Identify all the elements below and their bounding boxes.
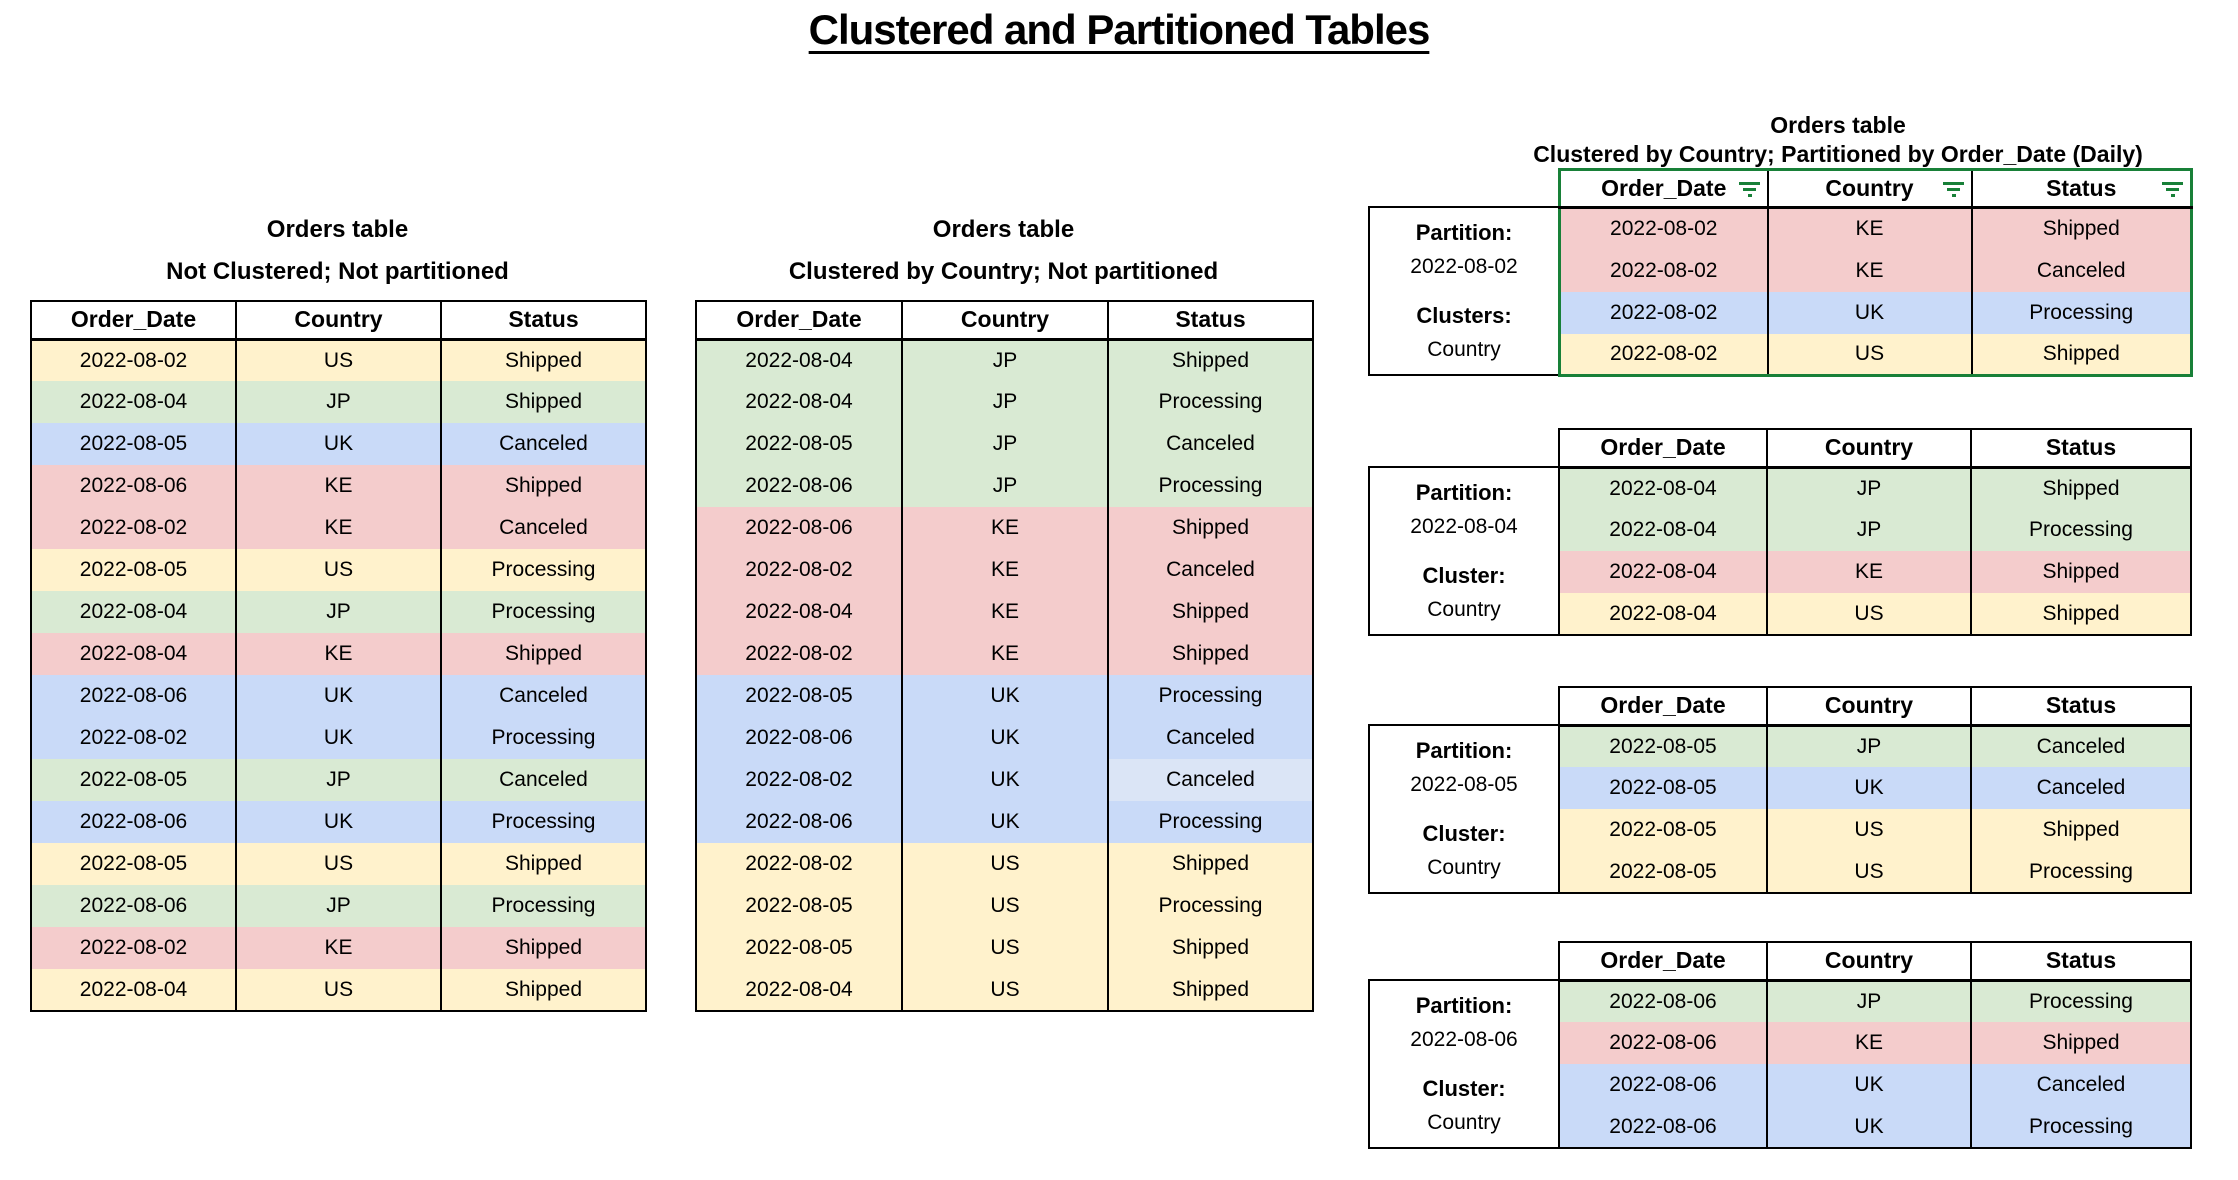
column-header-status: Status (1972, 170, 2192, 208)
cell-status: Shipped (441, 381, 646, 423)
column-header-order-date: Order_Date (31, 301, 236, 339)
column-header-order-date: Order_Date (1559, 429, 1767, 467)
cell-date: 2022-08-06 (696, 801, 902, 843)
cell-status: Processing (441, 591, 646, 633)
cell-date: 2022-08-06 (696, 717, 902, 759)
filter-icon[interactable] (1942, 180, 1966, 198)
cell-status: Shipped (1971, 551, 2191, 593)
cell-country: JP (236, 591, 441, 633)
cell-country: UK (236, 801, 441, 843)
partition-label-box-4 (1368, 979, 1558, 1149)
middle-orders-table (695, 300, 1314, 1012)
cell-country: KE (236, 465, 441, 507)
table-row (696, 927, 1313, 969)
column-header-country: Country (236, 301, 441, 339)
cell-date: 2022-08-02 (1560, 292, 1768, 334)
cell-status: Shipped (1108, 507, 1313, 549)
table-row (1559, 767, 2191, 809)
cell-country: UK (1768, 292, 1972, 334)
cell-status: Shipped (441, 339, 646, 381)
right-section-subtitle: Clustered by Country; Partitioned by Order_Date (Daily) (1533, 141, 2143, 167)
cell-country: UK (902, 759, 1108, 801)
cell-country: KE (236, 633, 441, 675)
cell-date: 2022-08-04 (1559, 467, 1767, 509)
column-header-order-date: Order_Date (696, 301, 902, 339)
table-row (696, 339, 1313, 381)
cell-status: Processing (1971, 1106, 2191, 1148)
cell-status: Shipped (1971, 593, 2191, 635)
table-row (1559, 551, 2191, 593)
column-header-country: Country (1767, 942, 1971, 980)
cell-country: UK (1767, 1064, 1971, 1106)
cell-status: Canceled (1971, 725, 2191, 767)
cell-country: JP (1767, 725, 1971, 767)
column-header-status: Status (1971, 687, 2191, 725)
column-header-country: Country (1768, 170, 1972, 208)
cell-status: Processing (441, 717, 646, 759)
cluster-value: Country (1427, 856, 1501, 879)
table-row (696, 885, 1313, 927)
cell-country: UK (236, 423, 441, 465)
cluster-value: Country (1427, 1111, 1501, 1134)
cell-status: Canceled (1108, 423, 1313, 465)
cell-status: Shipped (1971, 809, 2191, 851)
cell-country: KE (902, 549, 1108, 591)
column-header-country: Country (1767, 687, 1971, 725)
cell-status: Shipped (1971, 1022, 2191, 1064)
cell-status: Canceled (1108, 717, 1313, 759)
cell-status: Canceled (441, 507, 646, 549)
table-row (1559, 1022, 2191, 1064)
table-row (31, 969, 646, 1011)
partition-table-3 (1558, 686, 2192, 894)
filter-icon[interactable] (2161, 180, 2185, 198)
table-row (696, 465, 1313, 507)
cell-status: Canceled (441, 423, 646, 465)
cluster-label: Cluster: (1422, 563, 1506, 588)
table-row (696, 717, 1313, 759)
cell-date: 2022-08-05 (31, 549, 236, 591)
cluster-info (1372, 299, 1556, 366)
cell-date: 2022-08-06 (696, 465, 902, 507)
cell-date: 2022-08-06 (31, 885, 236, 927)
cluster-value: Country (1427, 338, 1501, 361)
cluster-label: Clusters: (1416, 303, 1512, 328)
cell-status: Shipped (1108, 633, 1313, 675)
table-row (1559, 1106, 2191, 1148)
cell-date: 2022-08-04 (31, 381, 236, 423)
cluster-value: Country (1427, 598, 1501, 621)
cell-date: 2022-08-05 (31, 843, 236, 885)
cell-date: 2022-08-05 (696, 423, 902, 465)
filter-icon[interactable] (1738, 180, 1762, 198)
cell-date: 2022-08-05 (696, 675, 902, 717)
cell-country: US (902, 885, 1108, 927)
table-row (31, 591, 646, 633)
cell-status: Shipped (1972, 208, 2192, 250)
cell-status: Processing (1972, 292, 2192, 334)
table-row (1560, 292, 2192, 334)
cell-country: KE (902, 591, 1108, 633)
table-row (1559, 980, 2191, 1022)
cell-date: 2022-08-05 (696, 885, 902, 927)
cell-country: US (902, 969, 1108, 1011)
cluster-label: Cluster: (1422, 821, 1506, 846)
cell-country: US (236, 549, 441, 591)
table-row (31, 381, 646, 423)
cell-date: 2022-08-04 (31, 591, 236, 633)
table-row (1559, 1064, 2191, 1106)
cell-status: Shipped (441, 843, 646, 885)
cell-date: 2022-08-04 (696, 339, 902, 381)
cell-country: JP (236, 381, 441, 423)
table-row (696, 969, 1313, 1011)
partition-table-4 (1558, 941, 2192, 1149)
partition-info (1372, 734, 1556, 801)
cell-status: Canceled (441, 675, 646, 717)
cell-date: 2022-08-05 (31, 423, 236, 465)
table-row (696, 633, 1313, 675)
cell-date: 2022-08-05 (31, 759, 236, 801)
table-row (31, 465, 646, 507)
left-table-title: Orders table (266, 216, 409, 243)
table-row (31, 339, 646, 381)
cell-date: 2022-08-02 (696, 843, 902, 885)
header-row (1559, 429, 2191, 467)
cell-status: Processing (441, 801, 646, 843)
table-row (31, 675, 646, 717)
middle-table-subtitle: Clustered by Country; Not partitioned (788, 258, 1219, 285)
cell-status: Processing (1108, 801, 1313, 843)
cell-date: 2022-08-04 (1559, 593, 1767, 635)
table-row (31, 927, 646, 969)
cell-status: Shipped (1108, 339, 1313, 381)
table-row (31, 843, 646, 885)
cell-date: 2022-08-02 (1560, 208, 1768, 250)
table-row (31, 507, 646, 549)
cell-date: 2022-08-02 (31, 717, 236, 759)
cell-country: JP (1767, 980, 1971, 1022)
cell-status: Processing (1108, 381, 1313, 423)
cell-date: 2022-08-05 (1559, 725, 1767, 767)
cell-country: US (1768, 334, 1972, 376)
cell-date: 2022-08-02 (696, 549, 902, 591)
partition-value: 2022-08-05 (1410, 773, 1518, 796)
cell-date: 2022-08-02 (696, 759, 902, 801)
partition-table-1 (1558, 168, 2193, 377)
cell-country: JP (1767, 467, 1971, 509)
cell-date: 2022-08-04 (696, 591, 902, 633)
cell-status: Canceled (441, 759, 646, 801)
cell-date: 2022-08-02 (1560, 250, 1768, 292)
cell-country: US (1767, 593, 1971, 635)
table-row (1560, 208, 2192, 250)
right-section-title: Orders table (1770, 112, 1906, 138)
partition-info (1372, 989, 1556, 1056)
partition-label-box-2 (1368, 466, 1558, 636)
cell-status: Shipped (441, 465, 646, 507)
table-row (1560, 250, 2192, 292)
cell-date: 2022-08-06 (696, 507, 902, 549)
column-header-order-date: Order_Date (1560, 170, 1768, 208)
cell-status: Canceled (1971, 1064, 2191, 1106)
cell-status: Processing (1971, 851, 2191, 893)
table-row (31, 885, 646, 927)
partition-label-box-3 (1368, 724, 1558, 894)
header-row (1559, 687, 2191, 725)
column-header-order-date: Order_Date (1559, 942, 1767, 980)
cell-date: 2022-08-02 (31, 927, 236, 969)
column-header-status: Status (1971, 942, 2191, 980)
cell-country: JP (236, 759, 441, 801)
cell-date: 2022-08-04 (31, 633, 236, 675)
column-header-order-date: Order_Date (1559, 687, 1767, 725)
cell-country: UK (236, 675, 441, 717)
table-row (696, 843, 1313, 885)
table-row (696, 591, 1313, 633)
cell-date: 2022-08-04 (696, 381, 902, 423)
cell-country: JP (902, 339, 1108, 381)
table-row (1559, 725, 2191, 767)
table-row (696, 507, 1313, 549)
cell-date: 2022-08-06 (1559, 1064, 1767, 1106)
cell-status: Shipped (1108, 927, 1313, 969)
cell-status: Processing (441, 885, 646, 927)
partition-info (1372, 216, 1556, 283)
table-row (1560, 334, 2192, 376)
middle-table-title: Orders table (932, 216, 1075, 243)
table-row (696, 381, 1313, 423)
cell-country: KE (902, 633, 1108, 675)
cell-status: Processing (1108, 885, 1313, 927)
table-row (31, 423, 646, 465)
cell-country: KE (1767, 1022, 1971, 1064)
cell-country: UK (902, 801, 1108, 843)
left-table-subtitle: Not Clustered; Not partitioned (166, 258, 509, 285)
cluster-info (1372, 1072, 1556, 1139)
cluster-info (1372, 817, 1556, 884)
cell-status: Shipped (441, 927, 646, 969)
partition-label: Partition: (1415, 220, 1513, 245)
cell-date: 2022-08-02 (31, 507, 236, 549)
cell-status: Shipped (1108, 591, 1313, 633)
partition-value: 2022-08-02 (1410, 255, 1518, 278)
cell-country: UK (902, 717, 1108, 759)
table-row (696, 801, 1313, 843)
partition-label-box-1 (1368, 206, 1558, 376)
partition-label: Partition: (1415, 480, 1513, 505)
cell-date: 2022-08-04 (31, 969, 236, 1011)
table-row (696, 675, 1313, 717)
cell-country: JP (1767, 509, 1971, 551)
cell-status: Canceled (1108, 759, 1313, 801)
cell-date: 2022-08-04 (696, 969, 902, 1011)
cell-date: 2022-08-02 (1560, 334, 1768, 376)
cell-status: Shipped (1972, 334, 2192, 376)
table-row (1559, 809, 2191, 851)
cell-date: 2022-08-06 (31, 675, 236, 717)
cell-date: 2022-08-06 (1559, 1022, 1767, 1064)
header-row (31, 301, 646, 339)
table-row (31, 549, 646, 591)
cell-country: KE (1767, 551, 1971, 593)
cell-status: Processing (1971, 509, 2191, 551)
cell-country: US (902, 927, 1108, 969)
cell-country: US (236, 843, 441, 885)
partition-table-2 (1558, 428, 2192, 636)
cell-date: 2022-08-05 (1559, 851, 1767, 893)
table-row (696, 423, 1313, 465)
cell-country: US (236, 339, 441, 381)
cell-status: Shipped (441, 633, 646, 675)
cell-status: Processing (1108, 675, 1313, 717)
table-row (31, 717, 646, 759)
cell-status: Shipped (1108, 843, 1313, 885)
column-header-status: Status (441, 301, 646, 339)
cell-country: JP (902, 423, 1108, 465)
partition-info (1372, 476, 1556, 543)
table-row (696, 759, 1313, 801)
cell-country: KE (1768, 250, 1972, 292)
column-header-status: Status (1108, 301, 1313, 339)
page-title: Clustered and Partitioned Tables (808, 6, 1430, 53)
cell-date: 2022-08-04 (1559, 551, 1767, 593)
cell-country: UK (902, 675, 1108, 717)
cell-country: US (902, 843, 1108, 885)
header-row (1560, 170, 2192, 208)
cell-country: US (1767, 809, 1971, 851)
partition-value: 2022-08-04 (1410, 515, 1518, 538)
table-row (1559, 593, 2191, 635)
partition-value: 2022-08-06 (1410, 1028, 1518, 1051)
column-header-status: Status (1971, 429, 2191, 467)
left-orders-table (30, 300, 647, 1012)
cell-status: Shipped (1108, 969, 1313, 1011)
cell-country: KE (902, 507, 1108, 549)
cell-country: KE (236, 927, 441, 969)
cell-status: Processing (441, 549, 646, 591)
table-row (31, 759, 646, 801)
cell-date: 2022-08-06 (1559, 980, 1767, 1022)
cluster-label: Cluster: (1422, 1076, 1506, 1101)
cell-status: Processing (1971, 980, 2191, 1022)
cell-date: 2022-08-02 (696, 633, 902, 675)
cell-status: Canceled (1972, 250, 2192, 292)
partition-label: Partition: (1415, 993, 1513, 1018)
cell-country: KE (1768, 208, 1972, 250)
cell-status: Canceled (1971, 767, 2191, 809)
cell-date: 2022-08-06 (31, 465, 236, 507)
cell-country: JP (902, 465, 1108, 507)
table-row (31, 633, 646, 675)
cell-date: 2022-08-06 (31, 801, 236, 843)
table-row (1559, 467, 2191, 509)
cell-country: KE (236, 507, 441, 549)
column-header-country: Country (1767, 429, 1971, 467)
table-row (1559, 851, 2191, 893)
cell-status: Shipped (441, 969, 646, 1011)
cell-country: UK (1767, 767, 1971, 809)
cell-date: 2022-08-05 (696, 927, 902, 969)
cell-date: 2022-08-05 (1559, 767, 1767, 809)
table-row (696, 549, 1313, 591)
cell-country: UK (1767, 1106, 1971, 1148)
cell-country: JP (902, 381, 1108, 423)
cell-date: 2022-08-06 (1559, 1106, 1767, 1148)
cell-status: Shipped (1971, 467, 2191, 509)
header-row (696, 301, 1313, 339)
cell-date: 2022-08-04 (1559, 509, 1767, 551)
cell-country: US (1767, 851, 1971, 893)
cell-date: 2022-08-05 (1559, 809, 1767, 851)
column-header-country: Country (902, 301, 1108, 339)
cluster-info (1372, 559, 1556, 626)
table-row (1559, 509, 2191, 551)
cell-status: Processing (1108, 465, 1313, 507)
header-row (1559, 942, 2191, 980)
cell-country: JP (236, 885, 441, 927)
table-row (31, 801, 646, 843)
cell-country: US (236, 969, 441, 1011)
cell-country: UK (236, 717, 441, 759)
partition-label: Partition: (1415, 738, 1513, 763)
cell-status: Canceled (1108, 549, 1313, 591)
cell-date: 2022-08-02 (31, 339, 236, 381)
